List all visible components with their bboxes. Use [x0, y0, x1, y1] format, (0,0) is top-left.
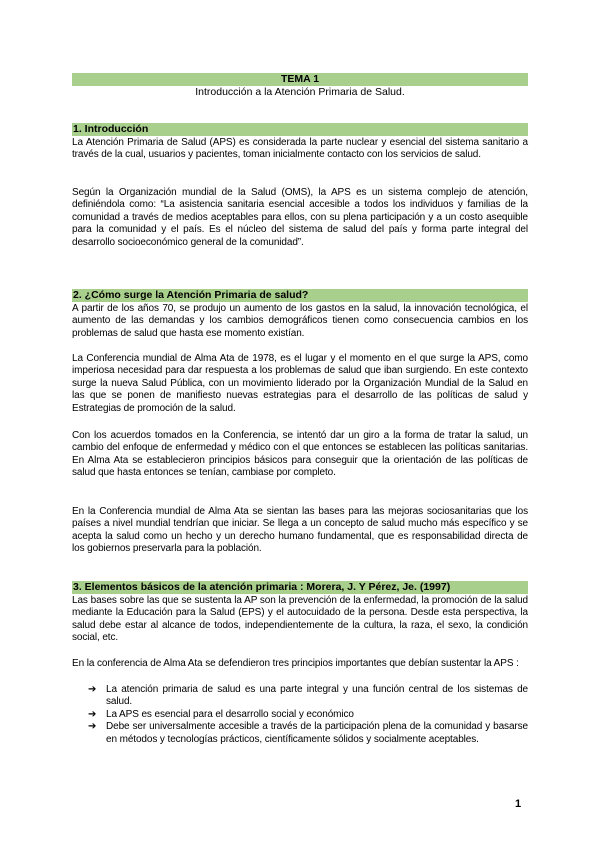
list-item: [88, 709, 528, 721]
section-2-paragraph-3: Con los acuerdos tomados en la Conferencia, se intentó dar un giro a la forma de tratar la salud, un cambio del enfoque de enfermedad y médico con el que entonces se establecen las políticas sanitarias. En Alma Ata se establecieron principios básicos para conseguir que la orientación de las políticas de salud que hasta entonces se tenían, cambiase por completo.: [72, 430, 528, 479]
list-item-text: La atención primaria de salud es una parte integral y una función central de los sistemas de salud.: [106, 684, 528, 708]
section-3-paragraph-2: En la conferencia de Alma Ata se defendieron tres principios importantes que debían sustentar la APS :: [72, 658, 519, 669]
arrow-bullet-icon: ➔: [88, 721, 97, 733]
section-2-paragraph-2: La Conferencia mundial de Alma Ata de 1978, es el lugar y el momento en el que surge la APS, como imperiosa necesidad para dar respuesta a los problemas de salud que iban surgiendo. En este contexto surge la nueva Salud Pública, con un movimiento liderado por la Organización Mundial de la Salud en las que se ponen de manifiesto nuevas estrategias para el desarrollo de las políticas de salud y Estrategias de promoción de la salud.: [72, 353, 528, 414]
arrow-bullet-icon: ➔: [88, 708, 97, 720]
list-item-text: Debe ser universalmente accesible a través de la participación plena de la comunidad y basarse en métodos y tecnologías prácticos, científicamente sólidos y socialmente aceptables.: [106, 721, 528, 745]
document-title: TEMA 1: [72, 73, 528, 86]
list-item-text: La APS es esencial para el desarrollo social y económico: [106, 708, 354, 720]
section-1-paragraph-1: La Atención Primaria de Salud (APS) es considerada la parte nuclear y esencial del sistema sanitario a través de la cual, usuarios y pacientes, toman inicialmente contacto con los servicios de salud.: [72, 137, 528, 161]
page-number: 1: [515, 798, 522, 810]
list-item: [88, 684, 528, 709]
section-2-paragraph-4: En la Conferencia mundial de Alma Ata se sientan las bases para las mejoras sociosanitarias que los países a nivel mundial tendrían que iniciar. Se llega a un concepto de salud mucho más específico y se acepta la salud como un hecho y un derecho humano fundamental, que es responsabilidad directa de los gobiernos preservarla para la población.: [72, 506, 528, 555]
list-item: [88, 721, 528, 746]
section-2-paragraph-1: A partir de los años 70, se produjo un aumento de los gastos en la salud, la innovación tecnológica, el aumento de las demandas y los cambios demográficos tienen como consecuencia cambios en los problemas de salud que hasta ese momento existían.: [72, 303, 528, 339]
section-3-heading: 3. Elementos básicos de la atención primaria : Morera, J. Y Pérez, Je. (1997): [72, 581, 528, 594]
principles-list: [88, 684, 528, 746]
section-1-heading: 1. Introducción: [72, 123, 528, 136]
arrow-bullet-icon: ➔: [88, 684, 97, 695]
section-2-heading: 2. ¿Cómo surge la Atención Primaria de salud?: [72, 289, 528, 302]
section-3-paragraph-1: Las bases sobre las que se sustenta la AP son la prevención de la enfermedad, la promoción de la salud mediante la Educación para la Salud (EPS) y el autocuidado de la persona. Desde esta perspectiva, la salud debe estar al alcance de todos, independientemente de la cultura, la raza, el sexo, la condición social, etc.: [72, 595, 528, 644]
document-subtitle: Introducción a la Atención Primaria de Salud.: [195, 86, 405, 98]
section-1-paragraph-2: Según la Organización mundial de la Salud (OMS), la APS es un sistema complejo de atención, definiéndola como: “La asistencia sanitaria esencial accesible a todos los individuos y familias de la comunidad a través de medios aceptables para ellos, con su plena participación y a un costo asequible para la comunidad y el país. Es el núcleo del sistema de salud del país y forma parte integral del desarrollo socioeconómico general de la comunidad”.: [72, 187, 528, 248]
